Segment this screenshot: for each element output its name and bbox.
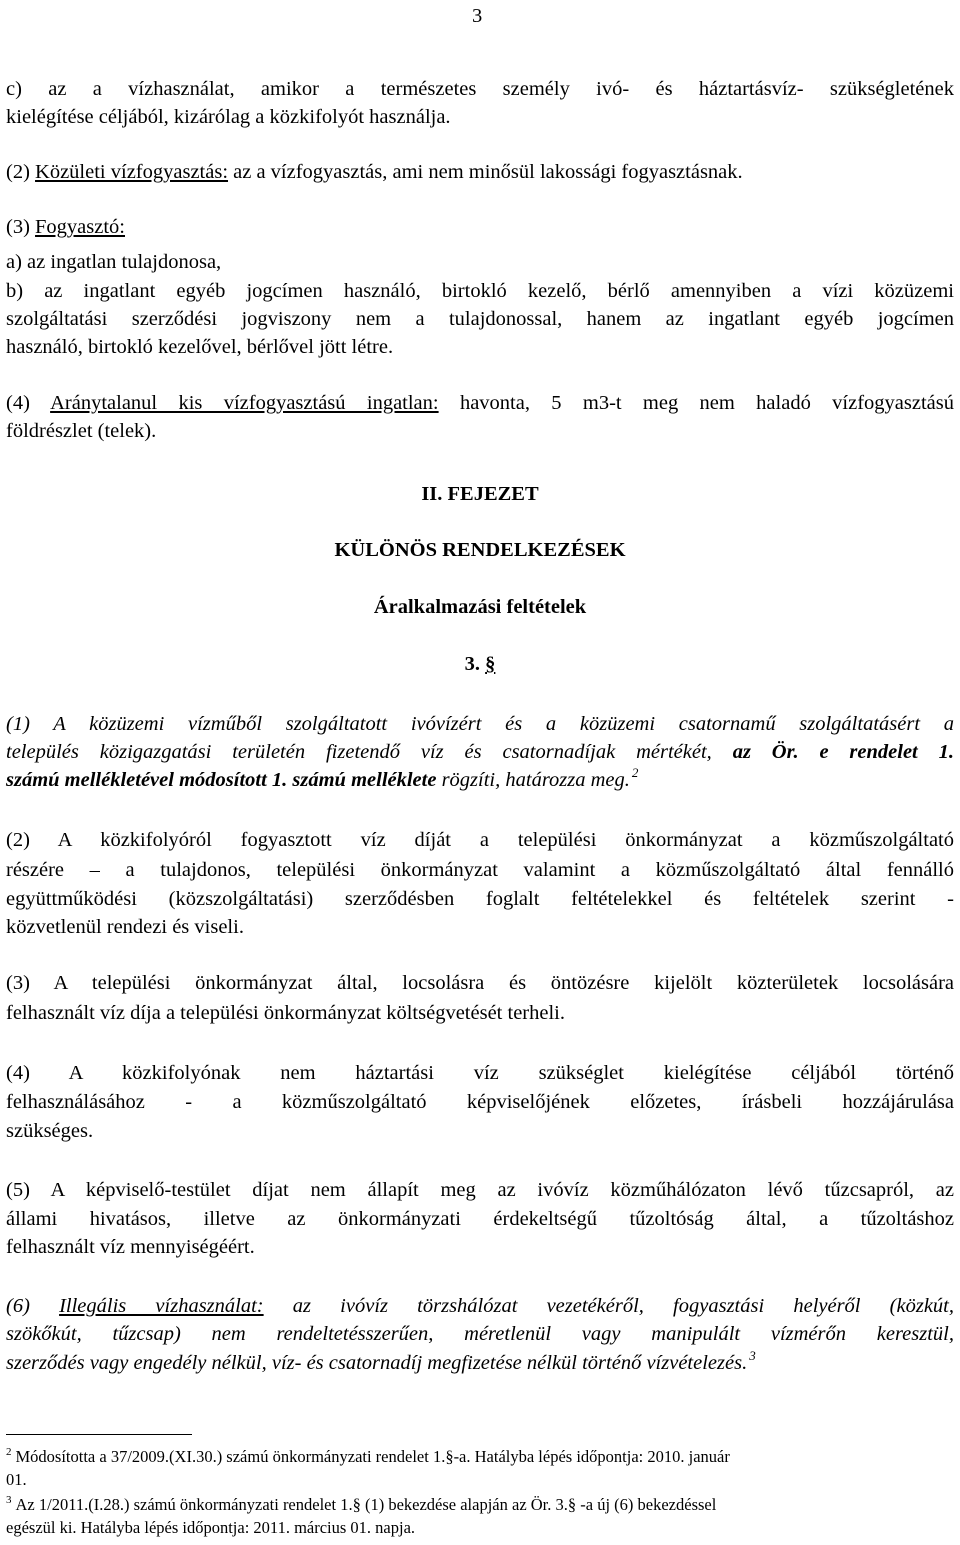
paragraph-line: (2) A közkifolyóról fogyasztott víz díját a települési önkormányzat a közműszolgáltató: [6, 829, 954, 851]
chapter-heading: II. FEJEZET: [421, 483, 539, 505]
chapter-title: KÜLÖNÖS RENDELKEZÉSEK: [334, 539, 626, 561]
paragraph-line: (5) A képviselő-testület díjat nem állapít meg az ivóvíz közműhálózaton lévő tűzcsapról, az: [6, 1179, 954, 1201]
page-number: 3: [472, 5, 483, 27]
paragraph-number: (2): [6, 161, 36, 183]
footnote-3-continued: egészül ki. Hatályba lépés időpontja: 2011. március 01. napja.: [6, 1518, 416, 1537]
paragraph-line: közvetlenül rendezi és viseli.: [6, 916, 244, 938]
footnote-3: [6, 1494, 954, 1518]
paragraph-line: részére – a tulajdonos, települési önkormányzat valamint a közműszolgáltató által fennálló: [6, 859, 954, 881]
section-number: [0, 652, 960, 676]
paragraph-definition-6: [6, 1294, 954, 1318]
paragraph-line: felhasznált víz díja a települési önkormányzat költségvetését terheli.: [6, 1002, 565, 1024]
footnote-number: 2: [6, 1446, 12, 1458]
paragraph-line: kielégítése céljából, kizárólag a közkifolyót használja.: [6, 106, 451, 128]
footnote-separator: [6, 1434, 192, 1435]
paragraph-line: földrészlet (telek).: [6, 420, 157, 442]
paragraph-line: b) az ingatlant egyéb jogcímen használó, birtokló kezelő, bérlő amennyiben a vízi közüzemi: [6, 280, 954, 302]
bold-reference: számú mellékletével módosított 1. számú melléklete: [6, 769, 437, 791]
bold-reference: az Ör. e rendelet 1.: [732, 741, 955, 763]
defined-term: Illegális vízhasználat:: [59, 1295, 264, 1317]
paragraph-number: (3): [6, 216, 36, 238]
section-title: Áralkalmazási feltételek: [373, 596, 587, 618]
paragraph-line: szükséges.: [6, 1120, 94, 1142]
paragraph-line: (1) A közüzemi vízműből szolgáltatott ivóvízért és a közüzemi csatornamű szolgáltatásért a: [6, 713, 954, 735]
paragraph-line: szökőkút, tűzcsap) nem rendeltetésszerűen, méretlenül vagy manipulált vízmérőn keresztül,: [6, 1323, 954, 1345]
paragraph-line: (3) A települési önkormányzat által, locsolásra és öntözésre kijelölt közterületek locsolására: [6, 972, 954, 994]
defined-term: Fogyasztó:: [35, 216, 125, 238]
paragraph-line: [6, 765, 954, 794]
paragraph-line: [6, 740, 954, 764]
defined-term: Aránytalanul kis vízfogyasztású ingatlan:: [50, 392, 439, 414]
footnote-text: Módosította a 37/2009.(XI.30.) számú önkormányzati rendelet 1.§-a. Hatályba lépés időpontja: 2010. január: [15, 1447, 730, 1466]
footnote-number: 3: [6, 1494, 12, 1506]
footnote-2: [6, 1446, 954, 1470]
defined-term: Közületi vízfogyasztás:: [35, 161, 229, 183]
paragraph-number: (4): [6, 392, 51, 414]
line-text: rögzíti, határozza meg.: [436, 769, 630, 791]
paragraph-line: felhasználásához - a közműszolgáltató képviselőjének előzetes, írásbeli hozzájárulása: [6, 1091, 954, 1113]
paragraph-definition-2: [6, 160, 954, 184]
footnote-ref-3: 3: [749, 1348, 756, 1363]
definition-text: az ivóvíz törzshálózat vezetékéről, fogyasztási helyéről (közkút,: [263, 1295, 954, 1317]
paragraph-line: állami hivatásos, illetve az önkormányzati érdekeltségű tűzoltóság által, a tűzoltáshoz: [6, 1208, 954, 1230]
footnote-ref-2: 2: [631, 765, 639, 780]
paragraph-definition-4: [6, 391, 954, 415]
footnote-2-continued: 01.: [6, 1470, 27, 1489]
paragraph-line: c) az a vízhasználat, amikor a természetes személy ivó- és háztartásvíz- szükségletének: [6, 78, 954, 100]
paragraph-line: felhasznált víz mennyiségéért.: [6, 1236, 255, 1258]
paragraph-line: a) az ingatlan tulajdonosa,: [6, 251, 222, 273]
paragraph-line: [6, 1348, 954, 1377]
paragraph-line: szolgáltatási szerződési jogviszony nem a tulajdonossal, hanem az ingatlant egyéb jogcímen: [6, 308, 954, 330]
paragraph-line: együttműködési (közszolgáltatási) szerződésben foglalt feltételekkel és feltételek szerint -: [6, 888, 954, 910]
definition-text: havonta, 5 m3-t meg nem haladó vízfogyasztású: [438, 392, 954, 414]
line-text: település közigazgatási területén fizetendő víz és csatornadíjak mértékét,: [6, 741, 733, 763]
footnote-text: Az 1/2011.(I.28.) számú önkormányzati rendelet 1.§ (1) bekezdése alapján az Ör. 3.§ -a új (6) bekezdéssel: [15, 1495, 717, 1514]
section-number-value: 3.: [464, 653, 486, 675]
line-text: szerződés vagy engedély nélkül, víz- és csatornadíj megfizetése nélkül történő vízvételezés.: [6, 1352, 748, 1374]
definition-text: az a vízfogyasztás, ami nem minősül lakossági fogyasztásnak.: [228, 161, 743, 183]
paragraph-line: (4) A közkifolyónak nem háztartási víz szükséglet kielégítése céljából történő: [6, 1062, 954, 1084]
paragraph-line: használó, birtokló kezelővel, bérlővel jött létre.: [6, 336, 394, 358]
section-sign: §: [485, 653, 496, 675]
paragraph-definition-3: [6, 215, 954, 239]
paragraph-number: (6): [6, 1295, 60, 1317]
